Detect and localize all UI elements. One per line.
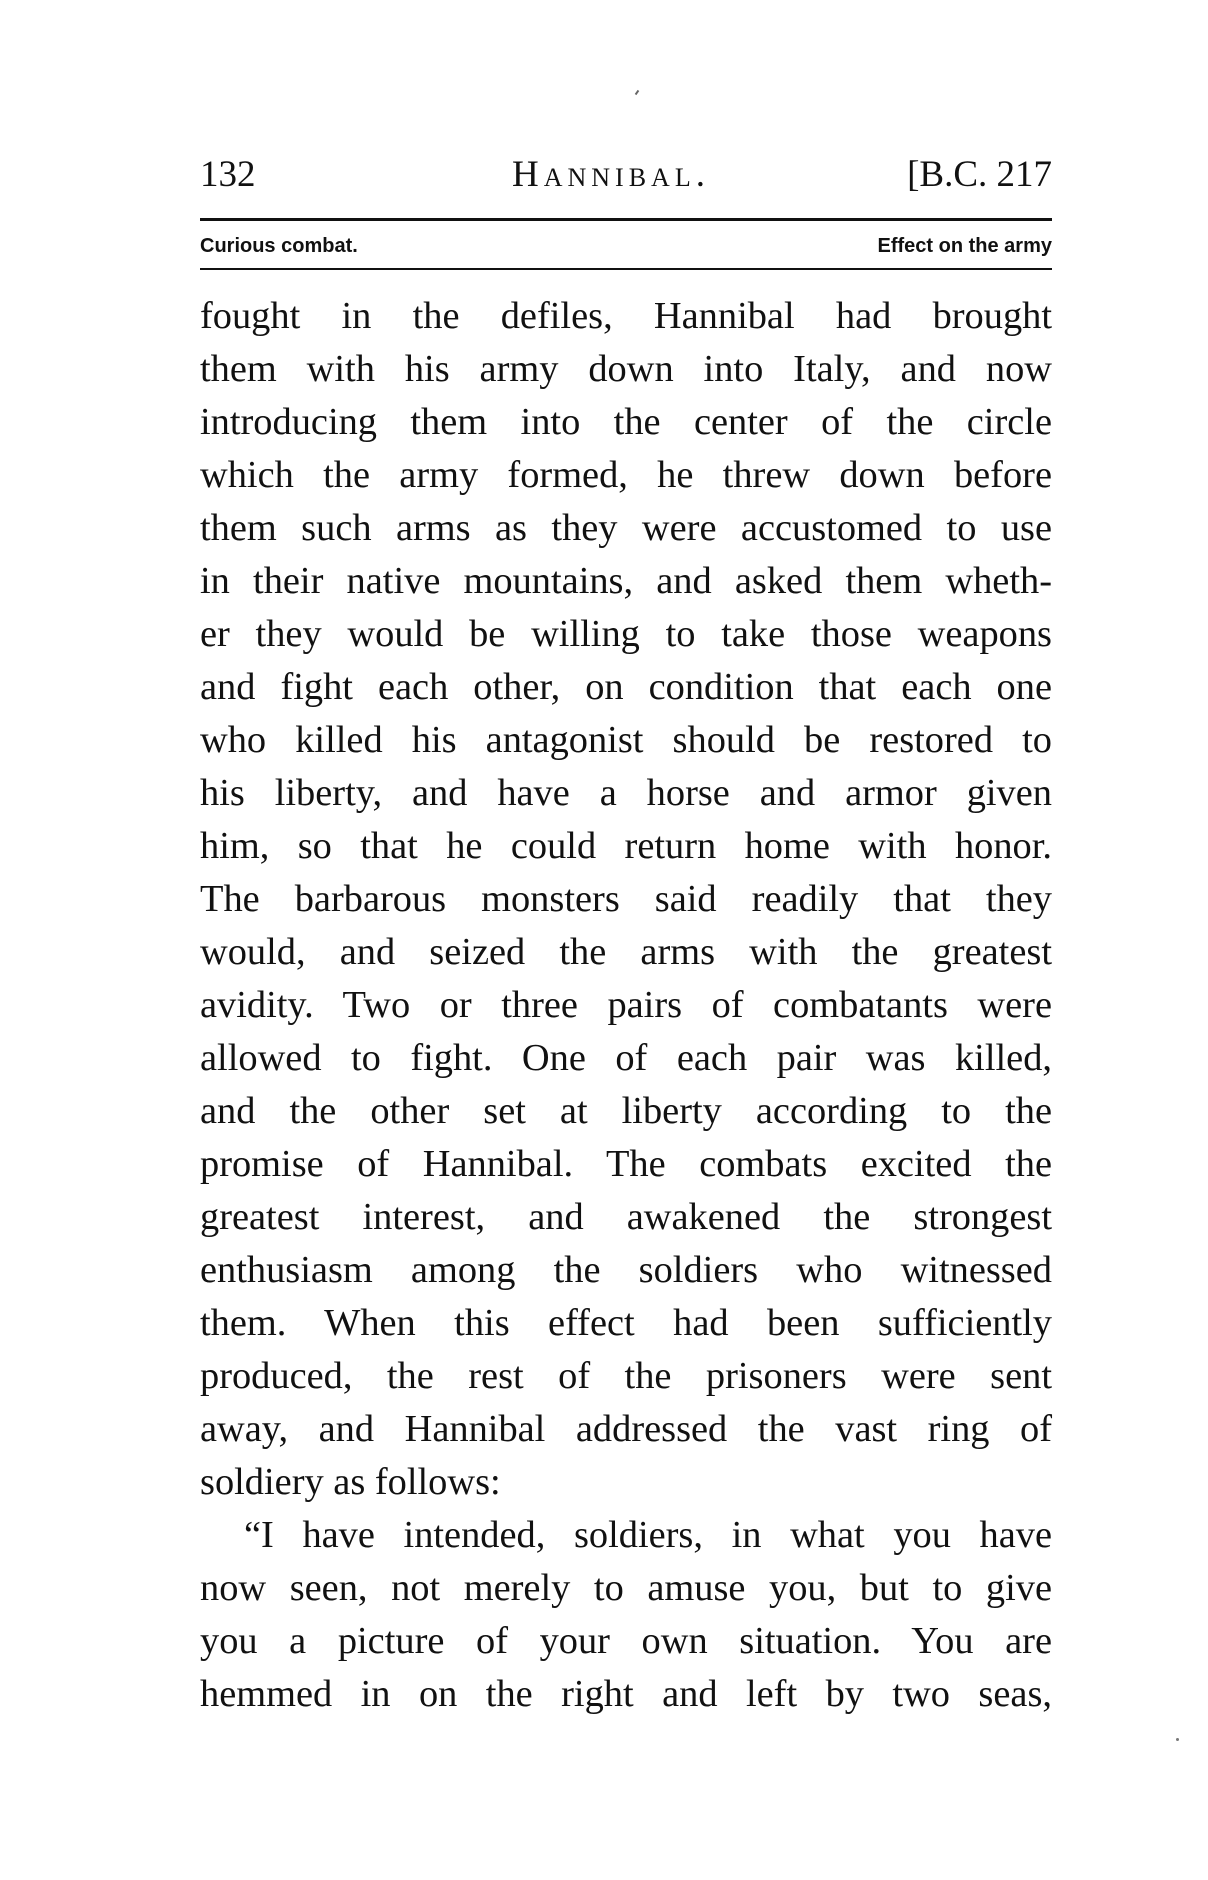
text-line: produced, the rest of the prisoners were sent [200,1355,1052,1397]
text-line: would, and seized the arms with the greatest [200,931,1052,973]
body-text [200,290,1052,1721]
print-speck [635,90,640,95]
text-line: and the other set at liberty according to the [200,1090,1052,1132]
page-number: 132 [200,154,256,195]
text-line: promise of Hannibal. The combats excited the [200,1143,1052,1185]
date-label: [B.C. 217 [907,154,1052,195]
marginal-notes [200,228,1052,264]
text-line: hemmed in on the right and left by two seas, [200,1673,1052,1715]
text-line: them with his army down into Italy, and now [200,348,1052,390]
marginal-note-left: Curious combat. [200,235,358,257]
text-line: them such arms as they were accustomed to use [200,507,1052,549]
text-line: away, and Hannibal addressed the vast ring of [200,1408,1052,1450]
text-line: who killed his antagonist should be restored to [200,719,1052,761]
text-line: soldiery as follows: [200,1461,501,1503]
notes-rule [200,268,1052,270]
text-line: allowed to fight. One of each pair was killed, [200,1037,1052,1079]
text-line: you a picture of your own situation. You are [200,1620,1052,1662]
text-line: The barbarous monsters said readily that they [200,878,1052,920]
book-title: Hannibal. [512,154,710,195]
text-line: in their native mountains, and asked them wheth- [200,560,1052,602]
text-line: and fight each other, on condition that each one [200,666,1052,708]
text-line: his liberty, and have a horse and armor given [200,772,1052,814]
text-line: which the army formed, he threw down before [200,454,1052,496]
text-line: “I have intended, soldiers, in what you have [244,1514,1052,1556]
text-line: him, so that he could return home with honor. [200,825,1052,867]
text-line: introducing them into the center of the circle [200,401,1052,443]
header-rule [200,218,1052,221]
text-line: enthusiasm among the soldiers who witnessed [200,1249,1052,1291]
text-line: avidity. Two or three pairs of combatants were [200,984,1052,1026]
text-line: greatest interest, and awakened the strongest [200,1196,1052,1238]
running-head [200,148,1052,202]
print-speck [1176,1738,1179,1741]
text-line: fought in the defiles, Hannibal had brought [200,295,1052,337]
text-line: er they would be willing to take those weapons [200,613,1052,655]
marginal-note-right: Effect on the army [877,235,1052,257]
text-line: now seen, not merely to amuse you, but to give [200,1567,1052,1609]
text-line: them. When this effect had been sufficiently [200,1302,1052,1344]
